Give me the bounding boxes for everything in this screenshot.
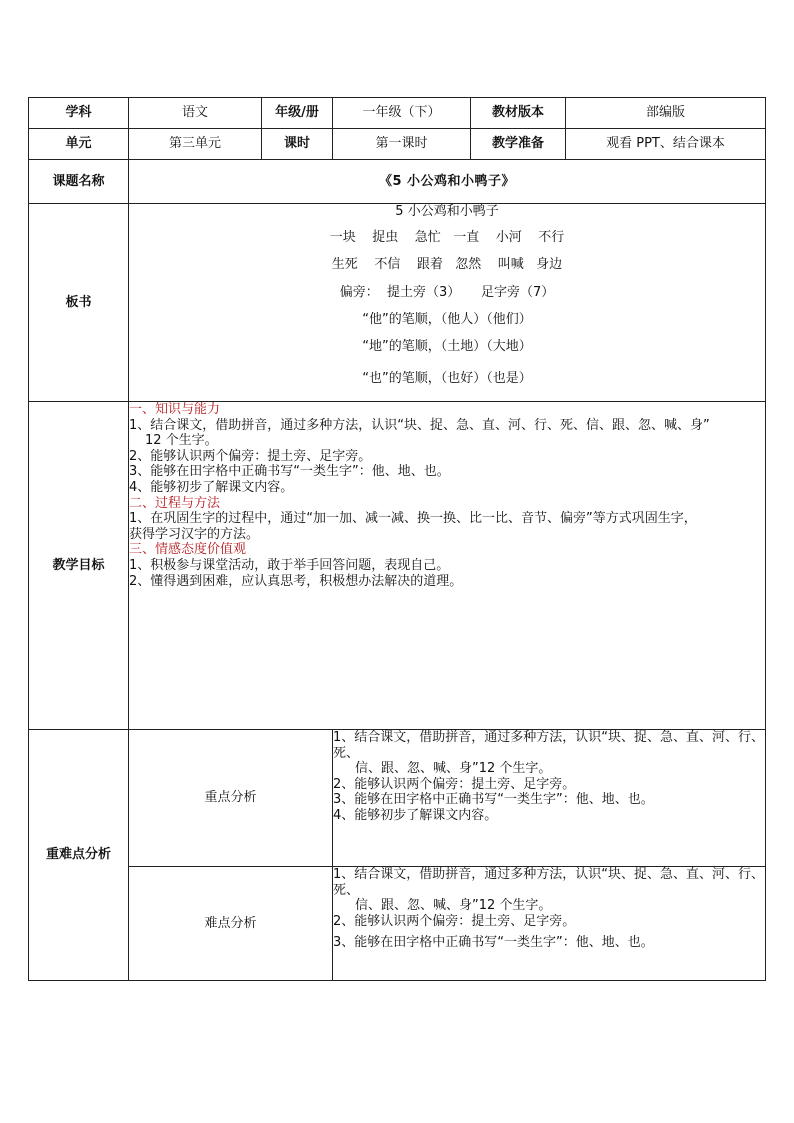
key-point-item: 4、能够初步了解课文内容。: [333, 807, 498, 823]
goals-row: [29, 402, 766, 730]
board-content: [129, 204, 766, 402]
difficult-point-item: 3、能够在田字格中正确书写“一类生字”：他、地、也。: [333, 935, 654, 951]
prep-value: 观看 PPT、结合课本: [566, 129, 766, 160]
subject-value: 语文: [129, 98, 262, 129]
goals-item-cont: 12 个生字。: [145, 433, 218, 449]
goals-section-attitude: 三、情感态度价值观: [129, 542, 247, 558]
goals-item: 1、结合课文，借助拼音，通过多种方法，认识“块、捉、急、直、河、行、死、信、跟、忽、喊、身”: [129, 417, 710, 433]
board-row: [29, 204, 766, 402]
difficult-point-item-cont: 信、跟、忽、喊、身”12 个生字。: [355, 898, 552, 914]
edition-value: 部编版: [566, 98, 766, 129]
difficult-point-item: 1、结合课文，借助拼音，通过多种方法，认识“块、捉、急、直、河、行、死、: [333, 867, 765, 898]
topic-label: 课题名称: [29, 160, 129, 204]
goals-item: 1、在巩固生字的过程中，通过“加一加、减一减、换一换、比一比、音节、偏旁”等方式巩固生字，: [129, 511, 697, 527]
goals-item: 3、能够在田字格中正确书写“一类生字”：他、地、也。: [129, 464, 450, 480]
lesson-plan-table: [28, 97, 766, 981]
subject-label: 学科: [29, 98, 129, 129]
board-line-stroke-di: “地”的笔顺，（土地）（大地）: [362, 339, 532, 354]
goals-item: 4、能够初步了解课文内容。: [129, 479, 294, 495]
topic-title: 《5 小公鸡和小鸭子》: [129, 160, 766, 204]
goals-section-process: 二、过程与方法: [129, 495, 221, 511]
edition-label: 教材版本: [471, 98, 566, 129]
difficult-points-label: 难点分析: [129, 867, 333, 981]
board-line-radicals: 偏旁： 提土旁（3） 足字旁（7）: [339, 285, 555, 300]
key-point-item: 3、能够在田字格中正确书写“一类生字”：他、地、也。: [333, 792, 654, 808]
board-label: 板书: [29, 204, 129, 402]
header-row-2: [29, 129, 766, 160]
difficult-points-content: [333, 867, 766, 981]
board-line-words-2: 生死 不信 跟着 忽然 叫喊 身边: [331, 257, 563, 272]
key-points-row: [29, 730, 766, 867]
prep-label: 教学准备: [471, 129, 566, 160]
difficult-point-item: 2、能够认识两个偏旁：提土旁、足字旁。: [333, 913, 576, 929]
goals-section-knowledge: 一、知识与能力: [129, 402, 221, 417]
board-line-stroke-ye: “也”的笔顺，（也好）（也是）: [362, 371, 532, 386]
board-line-stroke-ta: “他”的笔顺，（他人）（他们）: [362, 312, 532, 327]
goals-label: 教学目标: [29, 402, 129, 730]
board-line-words-1: 一块 捉虫 急忙 一直 小河 不行: [329, 230, 565, 245]
header-row-1: [29, 98, 766, 129]
key-points-label: 重点分析: [129, 730, 333, 867]
grade-label: 年级/册: [262, 98, 333, 129]
period-label: 课时: [262, 129, 333, 160]
grade-value: 一年级（下）: [333, 98, 471, 129]
key-point-item: 2、能够认识两个偏旁：提土旁、足字旁。: [333, 776, 576, 792]
unit-value: 第三单元: [129, 129, 262, 160]
goals-item: 2、能够认识两个偏旁：提土旁、足字旁。: [129, 448, 372, 464]
goals-item: 1、积极参与课堂活动，敢于举手回答问题，表现自己。: [129, 557, 450, 573]
goals-item: 2、懂得遇到困难，应认真思考，积极想办法解决的道理。: [129, 573, 463, 589]
board-line-title: 5 小公鸡和小鸭子: [395, 204, 499, 219]
difficult-points-row: [29, 867, 766, 981]
period-value: 第一课时: [333, 129, 471, 160]
goals-content: [129, 402, 766, 730]
topic-row: [29, 160, 766, 204]
analysis-label: 重难点分析: [29, 730, 129, 981]
unit-label: 单元: [29, 129, 129, 160]
key-points-content: [333, 730, 766, 867]
goals-item-cont: 获得学习汉字的方法。: [129, 526, 260, 542]
key-point-item-cont: 信、跟、忽、喊、身”12 个生字。: [355, 761, 552, 777]
key-point-item: 1、结合课文，借助拼音，通过多种方法，认识“块、捉、急、直、河、行、死、: [333, 730, 765, 761]
